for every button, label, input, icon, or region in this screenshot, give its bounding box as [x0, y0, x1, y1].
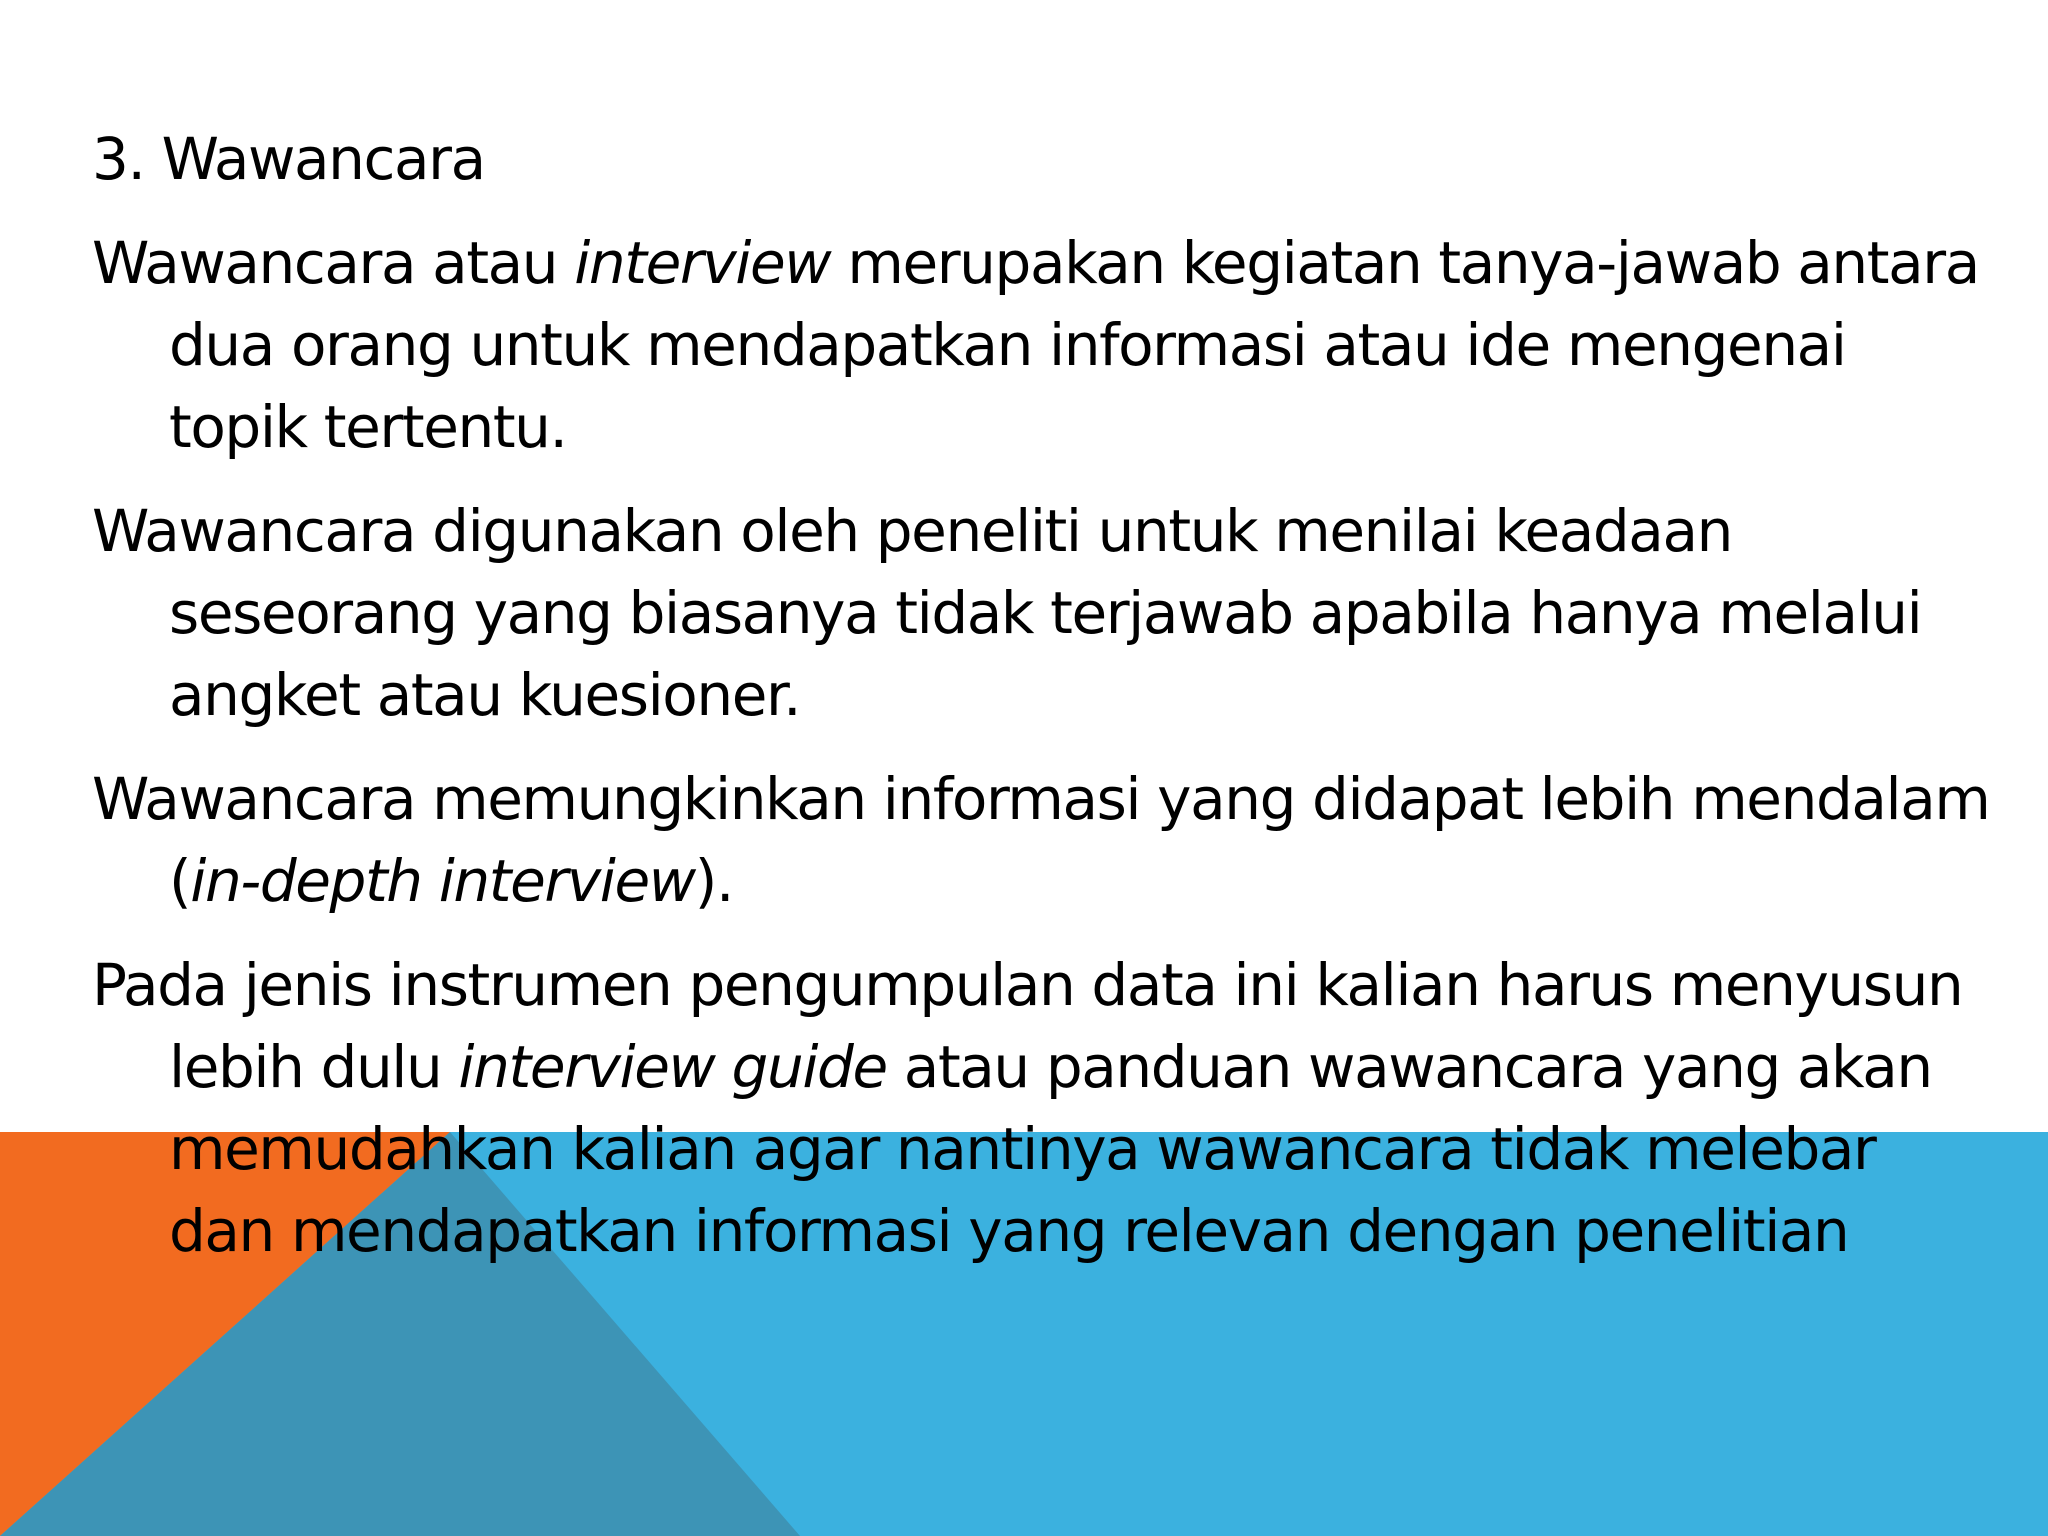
text-segment: ). [694, 847, 734, 915]
italic-term: interview [574, 229, 831, 297]
slide-content [92, 118, 1992, 1294]
paragraph-interview-guide [92, 944, 1992, 1272]
text-segment: Pada jenis instrumen pengumpulan data ini kalian harus menyusun lebih dulu [92, 951, 1963, 1101]
slide-heading: 3. Wawancara [92, 125, 485, 193]
paragraph-usage [92, 490, 1992, 736]
paragraph-definition [92, 222, 1992, 468]
text-segment: merupakan kegiatan tanya-jawab antara dua orang untuk mendapatkan informasi atau ide mengenai topik tertentu. [169, 229, 1979, 461]
text-segment: atau panduan wawancara yang akan memudahkan kalian agar nantinya wawancara tidak melebar dan mendapatkan informasi yang relevan dengan penelitian [169, 1033, 1932, 1265]
text-segment: Wawancara atau [92, 229, 575, 297]
text-segment: Wawancara digunakan oleh peneliti untuk menilai keadaan seseorang yang biasanya tidak terjawab apabila hanya melalui angket atau kuesioner. [92, 497, 1922, 729]
text-segment: Wawancara memungkinkan informasi yang didapat lebih mendalam ( [92, 765, 1990, 915]
italic-term: interview guide [458, 1033, 887, 1101]
italic-term: in-depth interview [190, 847, 695, 915]
paragraph-in-depth [92, 758, 1992, 922]
